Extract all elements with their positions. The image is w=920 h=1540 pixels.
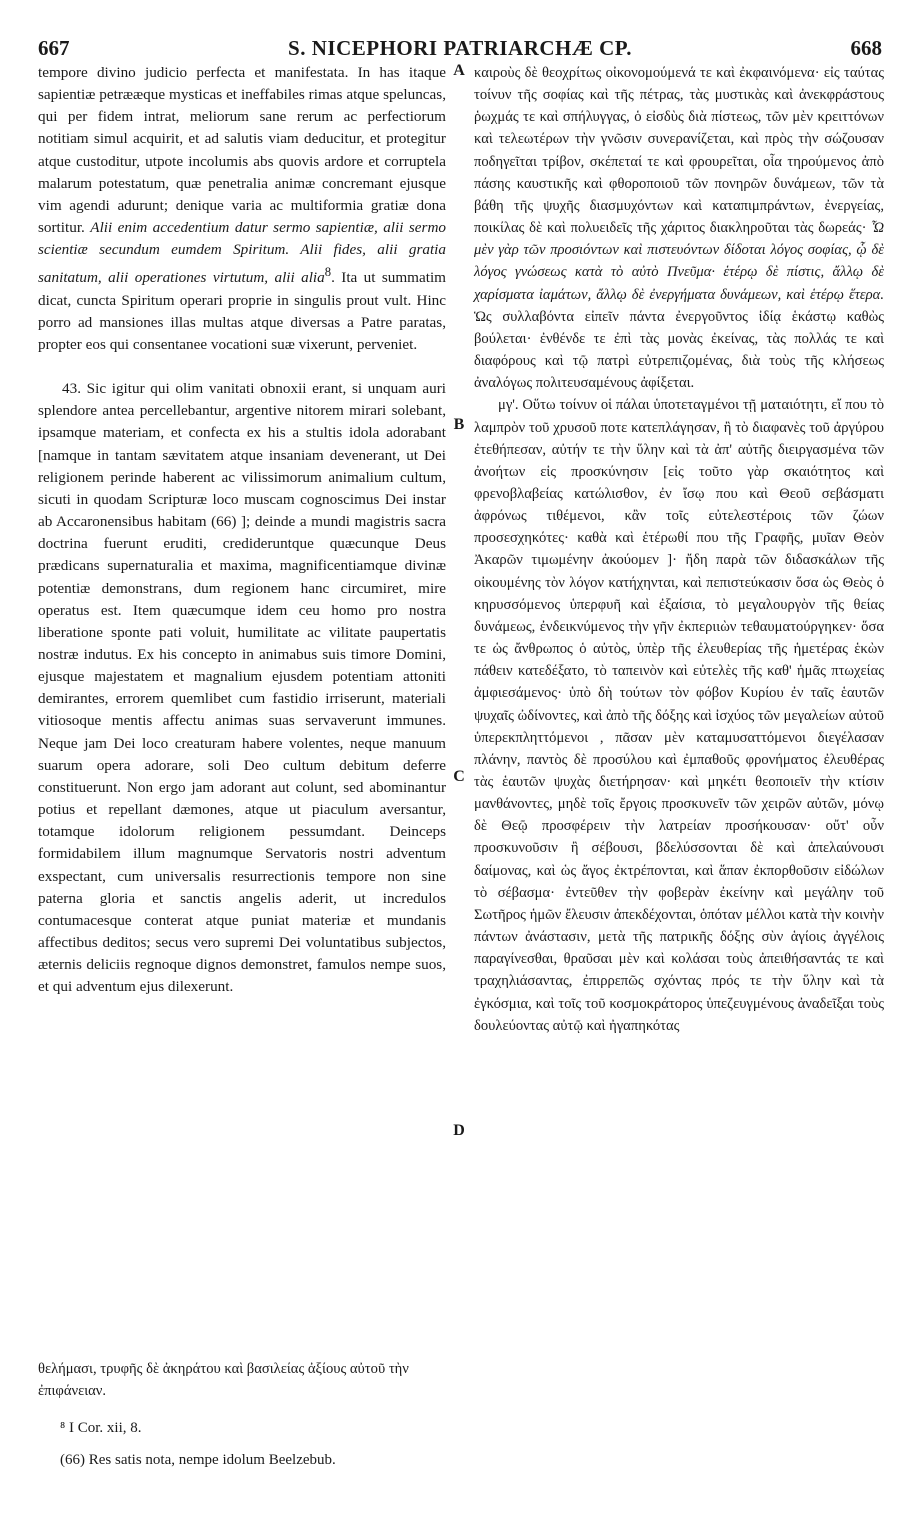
running-title: S. NICEPHORI PATRIARCHÆ CP.: [288, 36, 632, 60]
scripture-quote: Alii enim accedentium datur sermo sapientiæ, alii sermo scientiæ secundum eumdem Spiritum. Alii fides, alii gratia sanitatum, alii operationes virtutum, alii alia: [38, 219, 447, 287]
page-number-left: 667: [38, 36, 70, 60]
footnotes: [60, 1412, 880, 1476]
scripture-quote-greek: Ὧ μὲν γὰρ τῶν προσιόντων καὶ πιστευόντων δίδοται λόγος σοφίας, ᾧ δὲ λόγος γνώσεως κατὰ τὸ αὐτὸ Πνεῦμα· ἑτέρῳ δὲ πίστις, ἄλλῳ δὲ χαρίσματα ἰαμάτων, ἄλλῳ δὲ ἐνεργήματα δυνάμεων, καὶ ἑτέρῳ ἕτερα.: [474, 220, 885, 303]
footnote-ref: 8: [324, 265, 332, 280]
greek-paragraph-43: μγ'. Οὕτω τοίνυν οἱ πάλαι ὑποτεταγμένοι τῇ ματαιότητι, εἴ που τὸ λαμπρὸν τοῦ χρυσοῦ ποτε κατεπλάγησαν, ἢ τὸ διαφανὲς τοῦ ἀργύρου ἐτεθήπεσαν, αὐτήν τε τὴν ὕλην καὶ τὰ ἀπ' αὐτῆς διειργασμένα τῶν ἀνοήτων εἰς προσκύνησιν [εἰς τοῦτο γὰρ σκαιότητος καὶ φρενοβλαβείας κατώλισθον, ἐν ἴσῳ που καὶ Θεοῦ σεβάσματι ἀφρόνως τιθέμενοι, κἂν τοῖς εὐτελεστέροις τῶν ζώων προσεσχηκότες· καθὰ καὶ ἑτέρωθί που τῆς Γραφῆς, μυῖαν Θεὸν Ἀκαρῶν τιμωμένην ἀκούομεν ]· ἤδη παρὰ τῶν διδασκάλων τῆς οἰκουμένης τὸν λόγον κατήχηνται, καὶ πεπιστεύκασιν ὅσα ὡς Θεὸς ὁ κηρυσσόμενος ὑπερφυῆ καὶ ἐξαίσια, τὸ μεγαλουργὸν τῆς θείας δυνάμεως, ἐνδεικνύμενος τὴν γῆν ἐκπεριιὼν τεθαυματούργηκεν· ὅσα τε ὡς ἄνθρωπος ὁ αὐτὸς, ὑπὲρ τῆς ἐλευθερίας τῆς ἡμετέρας ἑκὼν πάθειν κατεδέξατο, τὸ ταπεινὸν καὶ εὐτελὲς τῆς καθ' ἡμᾶς πτωχείας ἀμφιεσάμενος· ὑπὸ δὴ τούτων τὸν φόβον Κυρίου ἐν ταῖς ἑαυτῶν ψυχαῖς ὠδίνοντες, καὶ ἀπὸ τῆς δόξης καὶ ἰσχύος τῶν μεγαλείων αὐτοῦ ὑπερεκπληττόμενοι , πᾶσαν μὲν καταμυσαττόμενοι διεγέλασαν πλάνην, παντὸς δὲ προσύλου καὶ ἐμπαθοῦς φρονήματος ἐλευθέρας τὰς ἑαυτῶν ψυχὰς διετήρησαν· καὶ μηκέτι θεοποιεῖν τὴν κτίσιν μανθάνοντες, μηδὲ τοῖς ἔργοις προσκυνεῖν τῶν χειρῶν αὐτῶν, μόνῳ δὲ Θεῷ προσφέρειν τὴν λατρείαν προσήκουσαν· οὔτ' οὖν προσκυνοῦσιν ἢ σέβουσι, βδελύσσονται δὲ καὶ ἀπελαύνουσι δαίμονας, καὶ ὡς ἄγος ἐκτρέπονται, καὶ ἅπαν ἐκπορθοῦσιν εἰδώλων τὸ σέβασμα· ἐντεῦθεν τὴν φοβερὰν ἐκείνην καὶ μεγάλην τοῦ Σωτῆρος ἡμῶν ἔλευσιν ἀπεκδέχονται, ὁπόταν μέλλοι κατὰ τὴν κοινὴν πάντων ἀνάστασιν, μετὰ τῆς πατρικῆς δόξης σὺν ἁγίοις ἀγγέλοις παραγίνεσθαι, θραῦσαι μὲν καὶ κολάσαι τοὺς ἀπειθήσαντάς τε καὶ τραχηλιάσαντας, ἐπιρρεπῶς σχόντας πρός τε τὴν ὕλην καὶ τὰ ἐγκόσμια, καὶ τοῖς τοῦ κοσμοκράτορος ὑπεζευγμένους ἀναδεῖξαι τοὺς δουλεύοντας αὐτῷ καὶ ἠγαπηκότας: [474, 397, 884, 1034]
greek-continuation: θελήμασι, τρυφῆς δὲ ἀκηράτου καὶ βασιλείας ἀξίους αὐτοῦ τὴν ἐπιφάνειαν.: [38, 1361, 409, 1400]
page-header: [38, 36, 882, 62]
latin-column: [38, 62, 446, 998]
margin-marker-a: A: [453, 62, 465, 79]
greek-column: [474, 62, 884, 1037]
latin-paragraph-1: tempore divino judicio perfecta et manifestata. In has itaque sapientiæ petrææque mysticas et ineffabiles rimas atque speluncas, qui per fidem intrat, meliorum sane rerum ac perfectiorum notitiam simul acquirit, et ad salutis viam deducitur, et protegitur atque custoditur, utpote incolumis abs quovis ardore et corruptela malarum potestatum, quæ penetralia animæ concremant ejusque vim agendi adurunt; denique varia ac multiformia gratiæ dona sortitur. Alii enim accedentium datur sermo sapientiæ, alii sermo scientiæ secundum eumdem Spiritum. Alii fides, alii gratia sanitatum, alii operationes virtutum, alii alia$^8$. Ita ut summatim dicat, cuncta Spiritum operari proprie in singulis prout vult. Hinc porro ad mansiones illas multas atque diversas a Patre paratas, propter eos qui consentanee vocationi suæ vixerunt, perveniet.: [38, 64, 447, 353]
footnote-8: ⁸ I Cor. xii, 8.: [60, 1420, 142, 1436]
margin-marker-c: C: [453, 768, 465, 785]
greek-paragraph-1: καιροὺς δὲ θεοχρίτως οἰκονομούμενά τε καὶ ἐκφαινόμενα· εἰς ταύτας τοίνυν τῆς σοφίας καὶ τῆς πέτρας, τὰς μυστικὰς καὶ ἀνεκφράστους ῥωχμάς τε καὶ σπήλυγγας, ὁ εἰσδὺς διὰ πίστεως, τῶν μὲν κρειττόνων καὶ τελεωτέρων τὴν γνῶσιν συνερανίζεται, καὶ πρὸς τὴν σώζουσαν ποδηγεῖται τρίβον, σκέπεταί τε καὶ φρουρεῖται, οἷα τηρούμενος ἀπὸ πάσης καυστικῆς καὶ φθοροποιοῦ τῶν πονηρῶν δυνάμεων, τῶν τὰ βάθη τῆς ψυχῆς διασμυχόντων καὶ καταπιμπράντων, ἐνεργείας, ποικίλας δὲ καὶ πολυειδεῖς τῆς χάριτος διακληροῦται τὰς δωρεάς· Ὧ μὲν γὰρ τῶν προσιόντων καὶ πιστευόντων δίδοται λόγος σοφίας, ᾧ δὲ λόγος γνώσεως κατὰ τὸ αὐτὸ Πνεῦμα· ἑτέρῳ δὲ πίστις, ἄλλῳ δὲ χαρίσματα ἰαμάτων, ἄλλῳ δὲ ἐνεργήματα δυνάμεων, καὶ ἑτέρῳ ἕτερα. Ὡς συλλαβόντα εἰπεῖν πάντα ἐνεργοῦντος ἰδίᾳ ἑκάστῳ καθὼς βούλεται· ἐνθένδε τε ἐπὶ τὰς μονὰς ἐκείνας, τὰς πολλάς τε καὶ διαφόρους καὶ τῷ πατρὶ εὐτρεπιζομένας, διὰ τοὺς τῆς κλήσεως ἀναλόγως πολιτευσαμένους ἀφίξεται.: [474, 65, 885, 392]
margin-marker-d: D: [453, 1122, 465, 1139]
footnote-66: (66) Res satis nota, nempe idolum Beelzebub.: [60, 1452, 336, 1468]
section-gap: [38, 356, 446, 378]
latin-paragraph-43: 43. Sic igitur qui olim vanitati obnoxii erant, si unquam auri splendore antea percellebantur, argentive nitorem mirari solebant, ipsamque materiam, et confecta ex his a stultis idola adorabant [namque in tantam sævitatem atque insaniam devenerant, ut Dei religionem perinde haberent ac vilissimorum animalium cultum, sicuti in quodam Scripturæ loco muscam cognoscimus Dei instar ab Accaronensibus habitam (66) ]; deinde a mundi magistris sacra doctrina fuerunt eruditi, credideruntque quæcunque Deus prædicans supernaturalia et maxima, magnificentiamque divinæ potentiæ demonstrans, dum regionem hanc circumiret, mire operatus est. Item quæcumque idem ceu homo pro nostra liberatione sponte pati voluit, humilitate ac vilitate paupertatis nostræ indutus. Ex his concepto in animabus suis timore Domini, ejusque majestatem et magnalium ejusdem potentiam attoniti demirantes, errorem quemlibet cum fastidio irriserunt, materiali vitiosoque mentis affectu animas suas servaverunt immunes. Neque jam Dei loco creaturam habere volentes, neque manuum suarum opera adorare, soli Deo cultum debitum deferre constituerunt. Non ergo jam adorant aut colunt, sed abominantur potius et repellant dæmones, atque ut piaculum aversantur, totamque idolorum religionem pessumdant. Deinceps formidabilem illum magnumque Servatoris nostri adventum exspectant, cum universalis resurrectionis tempore non sine paterna gloria et sanctis angelis aderit, ut incredulos contumacesque conterat atque puniat materiæ et mundanis affectibus deditos; secus vero supremi Dei voluntatibus subjectos, æternis deliciis regnoque dignos demonstret, famulos nempe suos, et qui adventum ejus dilexerunt.: [38, 380, 446, 996]
margin-marker-b: B: [453, 416, 465, 433]
page-number-right: 668: [850, 36, 882, 60]
